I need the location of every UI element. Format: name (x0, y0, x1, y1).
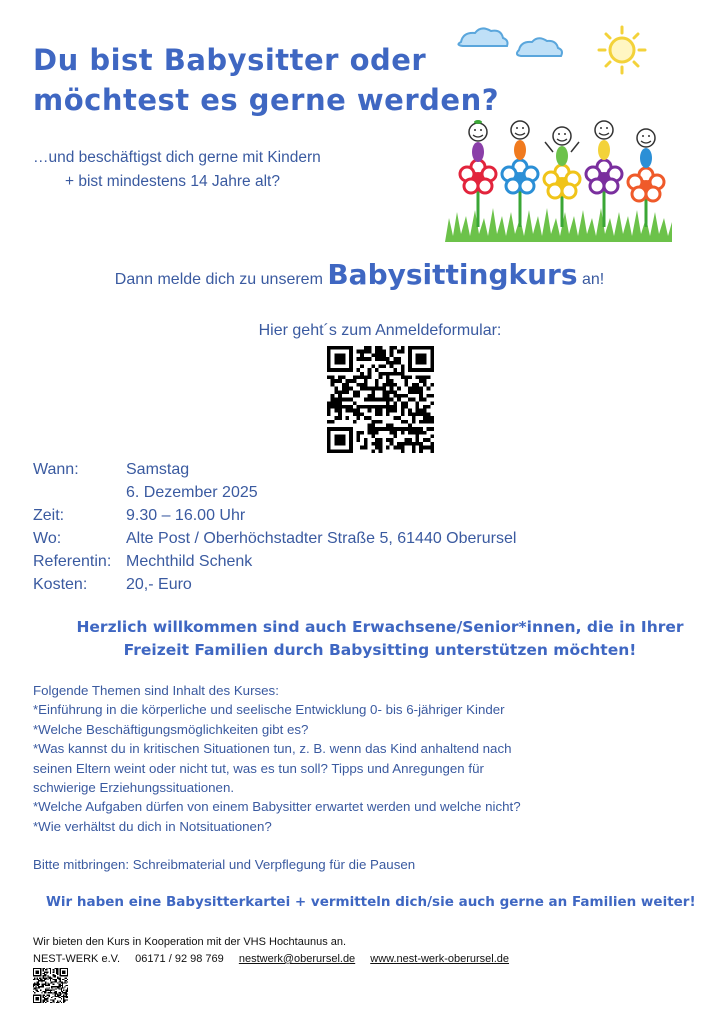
website-qr-code-icon[interactable] (33, 968, 68, 1003)
detail-label: Referentin: (33, 553, 112, 570)
footer-email-link[interactable]: nestwerk@oberursel.de (238, 953, 356, 965)
detail-value: Alte Post / Oberhöchstadter Straße 5, 61440 Oberursel (126, 530, 517, 547)
headline (33, 40, 499, 120)
registration-qr-code-icon[interactable] (327, 346, 434, 453)
detail-value: 20,- Euro (126, 576, 192, 593)
cloud-icon (458, 28, 562, 56)
topic-line: *Wie verhältst du dich in Notsituationen? (33, 818, 272, 834)
detail-value: 9.30 – 16.00 Uhr (126, 507, 246, 524)
detail-label (33, 481, 126, 504)
topic-line: schwierige Erziehungssituationen. (33, 780, 235, 796)
kids-flowers-illustration (445, 22, 675, 244)
topic-line: seinen Eltern weint oder nicht tut, was es tun soll? Tipps und Anregungen für (33, 760, 484, 776)
headline-line-2: möchtest es gerne werden? (33, 83, 500, 117)
event-details (33, 458, 516, 596)
flower-kid-5 (628, 129, 664, 227)
detail-label: Zeit: (33, 507, 65, 524)
headline-line-1: Du bist Babysitter oder (33, 43, 427, 77)
footer-website-link[interactable]: www.nest-werk-oberursel.de (370, 953, 510, 965)
cta-before: Dann melde dich zu unserem (114, 271, 328, 288)
detail-row (33, 550, 516, 573)
detail-value: Mechthild Schenk (126, 553, 253, 570)
intro-line-1: …und beschäftigst dich gerne mit Kindern (33, 149, 321, 166)
detail-row (33, 573, 516, 596)
footer-phone: 06171 / 92 98 769 (135, 953, 224, 965)
babysitter-registry-note: Wir haben eine Babysitterkartei + vermitteln dich/sie auch gerne an Familien weiter! (46, 894, 696, 910)
topic-line: *Welche Aufgaben dürfen von einem Babysitter erwartet werden und welche nicht? (33, 799, 521, 815)
form-hint: Hier geht´s zum Anmeldeformular: (258, 322, 502, 339)
call-to-action (0, 258, 719, 291)
detail-value: Samstag (126, 461, 190, 478)
flower-kid-4 (586, 121, 622, 227)
footer-org: NEST-WERK e.V. (33, 953, 121, 965)
sun-icon (599, 27, 645, 73)
course-name: Babysittingkurs (327, 258, 578, 291)
flower-kid-2 (502, 121, 538, 227)
detail-label: Wo: (33, 530, 62, 547)
welcome-line-1: Herzlich willkommen sind auch Erwachsene/Senior*innen, die in Ihrer (76, 618, 684, 636)
detail-row (33, 527, 516, 550)
bring-items: Bitte mitbringen: Schreibmaterial und Verpflegung für die Pausen (33, 857, 416, 872)
flower-kid-1 (460, 120, 496, 227)
topic-line: Folgende Themen sind Inhalt des Kurses: (33, 683, 279, 698)
detail-row (33, 458, 516, 481)
welcome-line-2: Freizeit Familien durch Babysitting unterstützen möchten! (123, 641, 637, 659)
intro-line-2: + bist mindestens 14 Jahre alt? (65, 173, 280, 190)
topic-line: *Einführung in die körperliche und seelische Entwicklung 0- bis 6-jähriger Kinder (33, 702, 505, 718)
detail-row (33, 481, 516, 504)
intro-text (33, 146, 321, 194)
course-topics (33, 681, 521, 836)
detail-label: Wann: (33, 461, 79, 478)
cta-after: an! (577, 271, 605, 288)
welcome-message (40, 616, 719, 662)
topic-line: *Was kannst du in kritischen Situationen tun, z. B. wenn das Kind anhaltend nach (33, 741, 512, 757)
detail-row (33, 504, 516, 527)
footer (33, 934, 509, 968)
topic-line: *Welche Beschäftigungsmöglichkeiten gibt es? (33, 721, 309, 737)
footer-contact (33, 951, 509, 968)
detail-label: Kosten: (33, 576, 88, 593)
detail-value: 6. Dezember 2025 (126, 484, 258, 501)
flower-kid-3 (544, 127, 580, 227)
footer-cooperation: Wir bieten den Kurs in Kooperation mit der VHS Hochtaunus an. (33, 936, 347, 948)
